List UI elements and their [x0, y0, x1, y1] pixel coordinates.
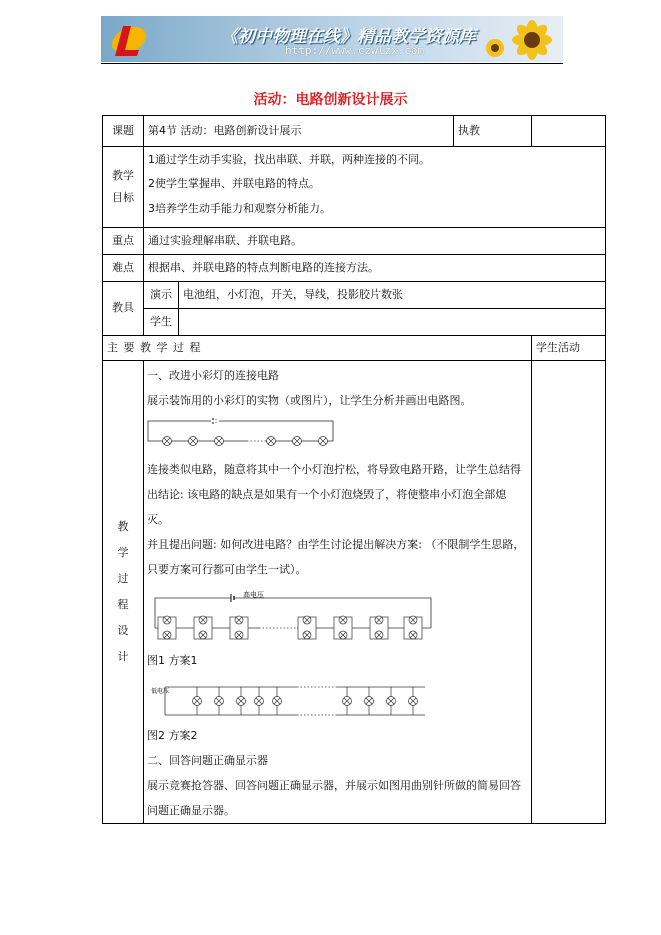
low-voltage-label: 低电压: [151, 688, 170, 695]
tools-student-row: [103, 309, 606, 336]
process-side-label: 教学过程设计: [103, 361, 144, 824]
section1-paragraph2-line: 出结论: 该电路的缺点是如果有一个小灯泡烧毁了，将使整串小灯泡全部熄灭。: [147, 488, 507, 526]
tools-demo-row: [103, 282, 606, 309]
student-activity-header: 学生活动: [532, 336, 606, 361]
section1-paragraph2-line: 连接类似电路，随意将其中一个小灯泡拧松，将导致电路开路，让学生总结得: [147, 463, 521, 476]
key-point-label: 重点: [103, 228, 144, 255]
process-header: 主 要 教 学 过 程: [103, 336, 532, 361]
section1-paragraph1: 展示装饰用的小彩灯的实物（或图片），让学生分析并画出电路图。: [147, 394, 472, 407]
goals-row: [103, 147, 606, 228]
difficulty-value: 根据串、并联电路的特点判断电路的连接方法。: [144, 255, 606, 282]
goal-item: 1通过学生动手实验，找出串联、并联，两种连接的不同。: [148, 152, 430, 166]
student-value: [179, 309, 606, 336]
section2-title: 二、回答问题正确显示器: [147, 754, 268, 767]
key-point-row: [103, 228, 606, 255]
teacher-label: 执教: [454, 116, 532, 147]
site-logo: [109, 20, 153, 58]
section1-paragraph2-line: 只要方案可行都可由学生一试）。: [147, 563, 307, 576]
figure1-caption: 图1 方案1: [147, 654, 198, 667]
goal-item: 2使学生掌握串、并联电路的特点。: [148, 177, 320, 191]
goal-item: 3培养学生动手能力和观察分析能力。: [148, 201, 331, 215]
section2-line: 展示竞赛抢答器、回答问题正确显示器，并展示如图用曲别针所做的简易回答: [147, 779, 521, 792]
difficulty-label: 难点: [103, 255, 144, 282]
header-banner: [101, 16, 563, 62]
process-row: [103, 361, 606, 824]
banner-url[interactable]: http://www.czwlzx.com: [285, 44, 425, 57]
banner-title: 《初中物理在线》精品教学资源库: [221, 27, 476, 47]
high-voltage-label: 高电压: [243, 591, 264, 599]
section2-line: 问题正确显示器。: [147, 804, 235, 817]
header-rule: [101, 63, 563, 64]
document-title: 活动：电路创新设计展示: [253, 92, 408, 108]
demo-value: 电池组，小灯泡，开关，导线，投影胶片数张: [179, 282, 606, 309]
teacher-value: [532, 116, 606, 147]
student-activity-value: [532, 361, 606, 824]
section1-paragraph2-line: 并且提出问题: 如何改进电路？由学生讨论提出解决方案: （不限制学生思路，: [147, 538, 525, 551]
difficulty-row: [103, 255, 606, 282]
series-circuit-diagram: [147, 417, 337, 449]
goals-label: 教学目标: [103, 147, 144, 228]
lesson-plan-table: [102, 115, 606, 824]
process-content: [144, 361, 532, 824]
process-header-row: [103, 336, 606, 361]
student-label: 学生: [144, 309, 179, 336]
scheme2-circuit-diagram: [147, 681, 437, 721]
demo-label: 演示: [144, 282, 179, 309]
sunflower-image: [477, 18, 557, 62]
scheme1-circuit-diagram: [147, 588, 437, 646]
tools-label: 教具: [103, 282, 144, 336]
topic-value: 第4节 活动：电路创新设计展示: [144, 116, 454, 147]
key-point-value: 通过实验理解串联、并联电路。: [144, 228, 606, 255]
topic-label: 课题: [103, 116, 144, 147]
topic-row: [103, 116, 606, 147]
section1-title: 一、改进小彩灯的连接电路: [147, 369, 279, 382]
goals-value: [144, 147, 606, 228]
figure2-caption: 图2 方案2: [147, 729, 198, 742]
